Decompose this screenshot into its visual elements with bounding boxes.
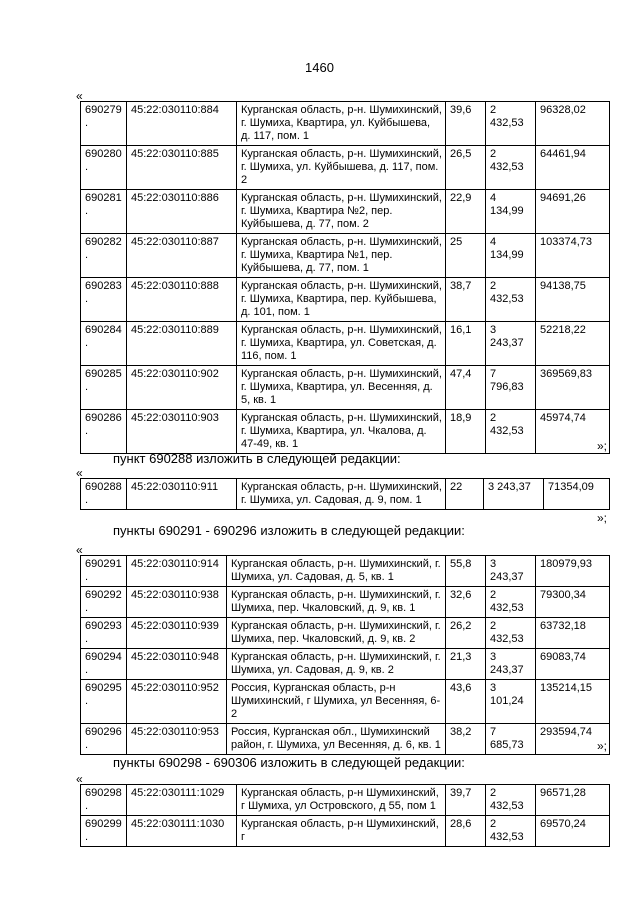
value-cell: 94691,26 (536, 190, 610, 234)
address-cell: Курганская область, р-н. Шумихинский, г. Шумиха, ул. Садовая, д. 9, пом. 1 (237, 479, 446, 510)
address-cell: Курганская область, р-н. Шумихинский, г. Шумиха, Квартира, пер. Куйбышева, д. 101, пом. 1 (237, 278, 446, 322)
rate-cell: 2 432,53 (486, 102, 536, 146)
item-number-cell: 690288. (81, 479, 127, 510)
table-row (81, 724, 610, 755)
item-number-cell: 690296. (81, 724, 127, 755)
item-number-cell: 690281. (81, 190, 127, 234)
value-cell: 69083,74 (536, 649, 610, 680)
rate-cell: 7 796,83 (486, 366, 536, 410)
table-row (81, 146, 610, 190)
rate-cell: 2 432,53 (486, 587, 536, 618)
table-row (81, 410, 610, 454)
value-cell: 52218,22 (536, 322, 610, 366)
rate-cell: 3 243,37 (486, 649, 536, 680)
address-cell: Курганская область, р-н. Шумихинский, г. Шумиха, ул. Куйбышева, д. 117, пом. 2 (237, 146, 446, 190)
area-cell: 26,5 (446, 146, 486, 190)
item-number-cell: 690284. (81, 322, 127, 366)
area-cell: 38,7 (446, 278, 486, 322)
value-cell: 63732,18 (536, 618, 610, 649)
registry-table-2 (80, 478, 610, 510)
table-row (81, 366, 610, 410)
item-number-cell: 690295. (81, 680, 127, 724)
cadastral-number-cell: 45:22:030110:888 (127, 278, 237, 322)
table-row (81, 479, 610, 510)
cadastral-number-cell: 45:22:030110:948 (127, 649, 227, 680)
value-cell: 96571,28 (536, 785, 610, 816)
rate-cell: 2 432,53 (486, 618, 536, 649)
rate-cell: 2 432,53 (486, 785, 536, 816)
item-number-cell: 690282. (81, 234, 127, 278)
area-cell: 22 (446, 479, 484, 510)
close-quote: »; (597, 511, 608, 525)
table-row (81, 190, 610, 234)
value-cell: 69570,24 (536, 816, 610, 847)
cadastral-number-cell: 45:22:030111:1030 (127, 816, 237, 847)
value-cell: 79300,34 (536, 587, 610, 618)
value-cell: 64461,94 (536, 146, 610, 190)
area-cell: 55,8 (446, 556, 486, 587)
value-cell: 103374,73 (536, 234, 610, 278)
cadastral-number-cell: 45:22:030111:1029 (127, 785, 237, 816)
instruction-text: пункты 690298 - 690306 изложить в следующей редакции: (113, 755, 465, 770)
address-cell: Курганская область, р-н. Шумихинский, г. Шумиха, Квартира №2, пер. Куйбышева, д. 77, пом. 2 (237, 190, 446, 234)
address-cell: Курганская область, р-н. Шумихинский, г. Шумиха, ул. Садовая, д. 5, кв. 1 (227, 556, 446, 587)
item-number-cell: 690283. (81, 278, 127, 322)
cadastral-number-cell: 45:22:030110:953 (127, 724, 227, 755)
area-cell: 39,7 (446, 785, 486, 816)
table-row (81, 680, 610, 724)
value-cell: 180979,93 (536, 556, 610, 587)
cadastral-number-cell: 45:22:030110:952 (127, 680, 227, 724)
area-cell: 32,6 (446, 587, 486, 618)
registry-table-3 (80, 555, 610, 755)
rate-cell: 2 432,53 (486, 410, 536, 454)
close-quote: »; (597, 439, 608, 453)
item-number-cell: 690285. (81, 366, 127, 410)
close-quote: »; (597, 739, 608, 753)
value-cell: 94138,75 (536, 278, 610, 322)
cadastral-number-cell: 45:22:030110:885 (127, 146, 237, 190)
area-cell: 28,6 (446, 816, 486, 847)
value-cell: 135214,15 (536, 680, 610, 724)
rate-cell: 7 685,73 (486, 724, 536, 755)
address-cell: Курганская область, р-н. Шумихинский, г. Шумиха, пер. Чкаловский, д. 9, кв. 2 (227, 618, 446, 649)
item-number-cell: 690286. (81, 410, 127, 454)
table-row (81, 785, 610, 816)
table-row (81, 102, 610, 146)
cadastral-number-cell: 45:22:030110:911 (127, 479, 237, 510)
value-cell: 369569,83 (536, 366, 610, 410)
cadastral-number-cell: 45:22:030110:939 (127, 618, 227, 649)
table-row (81, 278, 610, 322)
address-cell: Курганская область, р-н Шумихинский, г Шумиха, ул Островского, д 55, пом 1 (237, 785, 446, 816)
item-number-cell: 690294. (81, 649, 127, 680)
area-cell: 16,1 (446, 322, 486, 366)
instruction-text: пункты 690291 - 690296 изложить в следующей редакции: (113, 523, 465, 538)
table-row (81, 556, 610, 587)
rate-cell: 3 101,24 (486, 680, 536, 724)
table-row (81, 234, 610, 278)
registry-table-4 (80, 784, 610, 847)
table-row (81, 618, 610, 649)
instruction-text: пункт 690288 изложить в следующей редакции: (113, 451, 401, 466)
item-number-cell: 690293. (81, 618, 127, 649)
rate-cell: 3 243,37 (484, 479, 544, 510)
area-cell: 39,6 (446, 102, 486, 146)
table-row (81, 816, 610, 847)
table-row (81, 649, 610, 680)
address-cell: Курганская область, р-н. Шумихинский, г. Шумиха, пер. Чкаловский, д. 9, кв. 1 (227, 587, 446, 618)
rate-cell: 2 432,53 (486, 278, 536, 322)
area-cell: 26,2 (446, 618, 486, 649)
area-cell: 43,6 (446, 680, 486, 724)
area-cell: 25 (446, 234, 486, 278)
value-cell: 71354,09 (544, 479, 610, 510)
registry-table-1 (80, 101, 610, 454)
item-number-cell: 690279. (81, 102, 127, 146)
address-cell: Курганская область, р-н. Шумихинский, г. Шумиха, Квартира, ул. Советская, д. 116, пом. 1 (237, 322, 446, 366)
page-number: 1460 (305, 60, 334, 75)
value-cell: 45974,74 (536, 410, 610, 454)
item-number-cell: 690280. (81, 146, 127, 190)
rate-cell: 2 432,53 (486, 816, 536, 847)
cadastral-number-cell: 45:22:030110:914 (127, 556, 227, 587)
address-cell: Курганская область, р-н. Шумихинский, г. Шумиха, Квартира, ул. Куйбышева, д. 117, пом. 1 (237, 102, 446, 146)
item-number-cell: 690299. (81, 816, 127, 847)
cadastral-number-cell: 45:22:030110:887 (127, 234, 237, 278)
cadastral-number-cell: 45:22:030110:886 (127, 190, 237, 234)
open-quote: « (76, 543, 83, 557)
rate-cell: 4 134,99 (486, 190, 536, 234)
cadastral-number-cell: 45:22:030110:884 (127, 102, 237, 146)
table-row (81, 322, 610, 366)
area-cell: 18,9 (446, 410, 486, 454)
open-quote: « (76, 89, 83, 103)
value-cell: 96328,02 (536, 102, 610, 146)
value-cell: 293594,74 (536, 724, 610, 755)
open-quote: « (76, 772, 83, 786)
item-number-cell: 690292. (81, 587, 127, 618)
rate-cell: 2 432,53 (486, 146, 536, 190)
cadastral-number-cell: 45:22:030110:938 (127, 587, 227, 618)
cadastral-number-cell: 45:22:030110:889 (127, 322, 237, 366)
address-cell: Россия, Курганская область, р-н Шумихинский, г Шумиха, ул Весенняя, 6-2 (227, 680, 446, 724)
area-cell: 22,9 (446, 190, 486, 234)
item-number-cell: 690298. (81, 785, 127, 816)
item-number-cell: 690291. (81, 556, 127, 587)
rate-cell: 3 243,37 (486, 556, 536, 587)
address-cell: Курганская область, р-н. Шумихинский, г. Шумиха, Квартира №1, пер. Куйбышева, д. 77, пом. 1 (237, 234, 446, 278)
area-cell: 21,3 (446, 649, 486, 680)
rate-cell: 3 243,37 (486, 322, 536, 366)
table-row (81, 587, 610, 618)
cadastral-number-cell: 45:22:030110:903 (127, 410, 237, 454)
area-cell: 47,4 (446, 366, 486, 410)
area-cell: 38,2 (446, 724, 486, 755)
cadastral-number-cell: 45:22:030110:902 (127, 366, 237, 410)
address-cell: Курганская область, р-н. Шумихинский, г. Шумиха, Квартира, ул. Чкалова, д. 47-49, кв. 1 (237, 410, 446, 454)
address-cell: Курганская область, р-н Шумихинский, г (237, 816, 446, 847)
address-cell: Курганская область, р-н. Шумихинский, г. Шумиха, Квартира, ул. Весенняя, д. 5, кв. 1 (237, 366, 446, 410)
rate-cell: 4 134,99 (486, 234, 536, 278)
address-cell: Курганская область, р-н. Шумихинский, г. Шумиха, ул. Садовая, д. 9, кв. 2 (227, 649, 446, 680)
open-quote: « (76, 466, 83, 480)
address-cell: Россия, Курганская обл., Шумихинский район, г. Шумиха, ул Весенняя, д. 6, кв. 1 (227, 724, 446, 755)
